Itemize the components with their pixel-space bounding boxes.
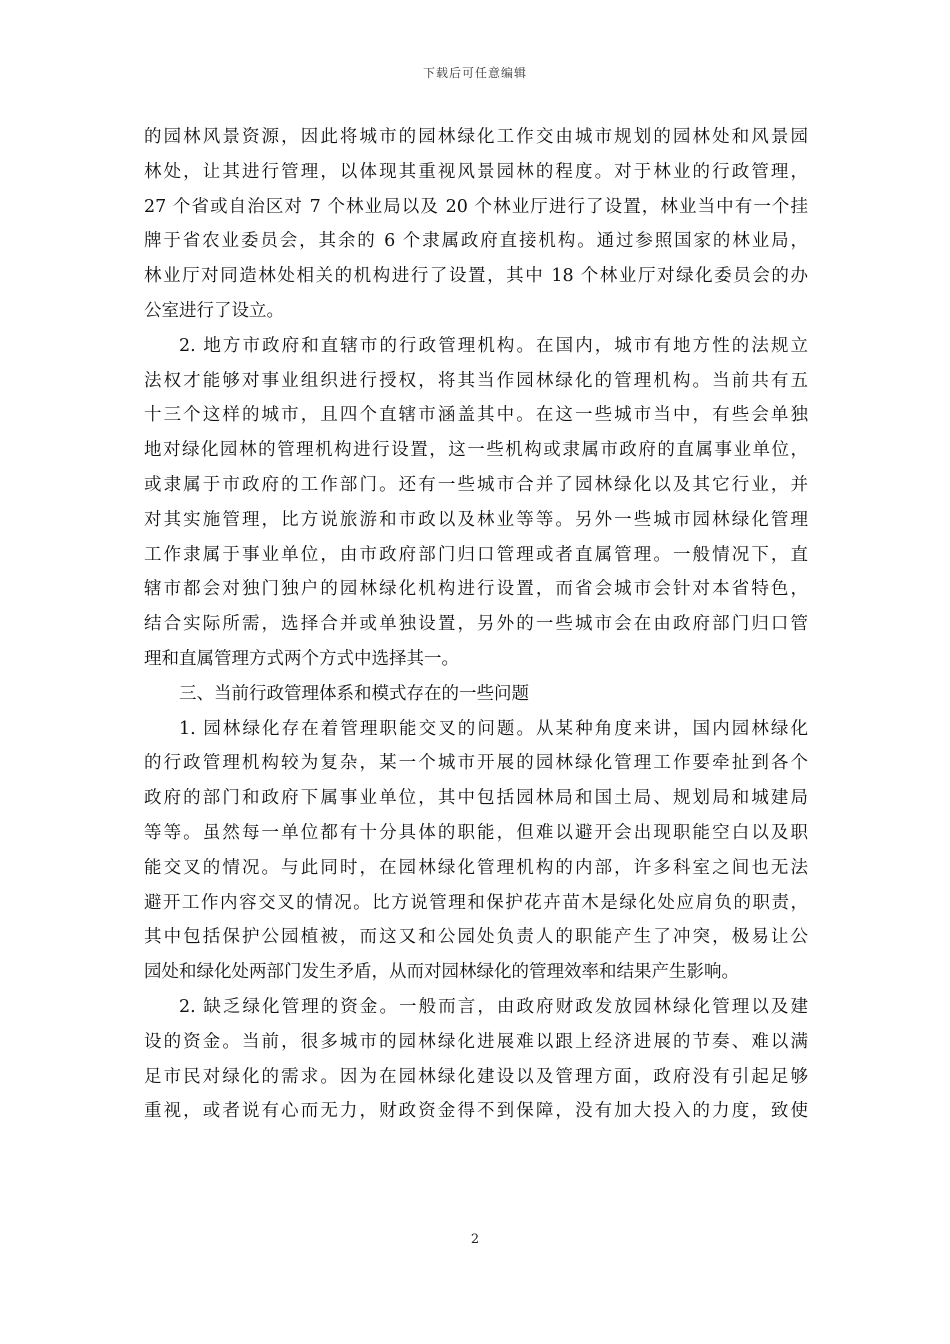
text-line: 1. 园林绿化存在着管理职能交叉的问题。从某种角度来讲，国内园林绿化 [179,718,808,739]
text-line: 政府的部门和政府下属事业单位，其中包括园林局和国土局、规划局和城建局 [144,788,808,809]
text-line: 辖市都会对独门独户的园林绿化机构进行设置，而省会城市会针对本省特色， [144,579,808,600]
text-line: 林处，让其进行管理，以体现其重视风景园林的程度。对于林业的行政管理， [144,161,808,182]
text-line: 重视，或者说有心而无力，财政资金得不到保障，没有加大投入的力度，致使 [144,1101,808,1122]
text-line: 或隶属于市政府的工作部门。还有一些城市合并了园林绿化以及其它行业，并 [144,474,808,495]
section-heading [144,677,808,712]
text-line: 的园林风景资源，因此将城市的园林绿化工作交由城市规划的园林处和风景园 [144,127,808,147]
text-line: 2. 缺乏绿化管理的资金。一般而言，由政府财政发放园林绿化管理以及建 [179,996,808,1017]
section-title: 三、当前行政管理体系和模式存在的一些问题 [179,683,529,704]
text-line: 林业厅对同造林处相关的机构进行了设置，其中 18 个林业厅对绿化委员会的办 [144,266,808,287]
text-line: 其中包括保护公园植被，而这又和公园处负责人的职能产生了冲突，极易让公 [144,927,808,948]
text-line: 能交叉的情况。与此同时，在园林绿化管理机构的内部，许多科室之间也无法 [144,857,808,878]
page-header: 下载后可任意编辑 [422,66,527,80]
text-line: 地对绿化园林的管理机构进行设置，这一些机构或隶属市政府的直属事业单位， [144,440,808,461]
paragraph-continuation [144,120,808,329]
text-line: 避开工作内容交叉的情况。比方说管理和保护花卉苗木是绿化处应肩负的职责， [144,892,808,913]
text-line: 对其实施管理，比方说旅游和市政以及林业等等。另外一些城市园林绿化管理 [144,509,808,530]
text-line: 牌于省农业委员会，其余的 6 个隶属政府直接机构。通过参照国家的林业局， [144,231,808,252]
text-line: 公室进行了设立。 [144,300,284,321]
document-body [144,120,808,1129]
text-line: 的行政管理机构较为复杂，某一个城市开展的园林绿化管理工作要牵扯到各个 [144,753,808,774]
text-line: 工作隶属于事业单位，由市政府部门归口管理或者直属管理。一般情况下，直 [144,544,808,565]
text-line: 理和直属管理方式两个方式中选择其一。 [144,648,459,669]
text-line: 2. 地方市政府和直辖市的行政管理机构。在国内，城市有地方性的法规立 [179,335,808,356]
text-line: 十三个这样的城市，且四个直辖市涵盖其中。在这一些城市当中，有些会单独 [144,405,808,426]
paragraph-overlapping-functions [144,712,808,990]
page-number: 2 [470,1232,480,1247]
text-line: 足市民对绿化的需求。因为在园林绿化建设以及管理方面，政府没有引起足够 [144,1066,808,1087]
paragraph-lack-of-funds [144,990,808,1129]
text-line: 27 个省或自治区对 7 个林业局以及 20 个林业厅进行了设置，林业当中有一个挂 [144,196,808,217]
text-line: 结合实际所需，选择合并或单独设置，另外的一些城市会在由政府部门归口管 [144,614,808,635]
text-line: 园处和绿化处两部门发生矛盾，从而对园林绿化的管理效率和结果产生影响。 [144,962,739,983]
text-line: 设的资金。当前，很多城市的园林绿化进展难以跟上经济进展的节奏、难以满 [144,1031,808,1052]
text-line: 等等。虽然每一单位都有十分具体的职能，但难以避开会出现职能空白以及职 [144,822,808,843]
text-line: 法权才能够对事业组织进行授权，将其当作园林绿化的管理机构。当前共有五 [144,370,808,391]
paragraph-local-government [144,329,808,677]
